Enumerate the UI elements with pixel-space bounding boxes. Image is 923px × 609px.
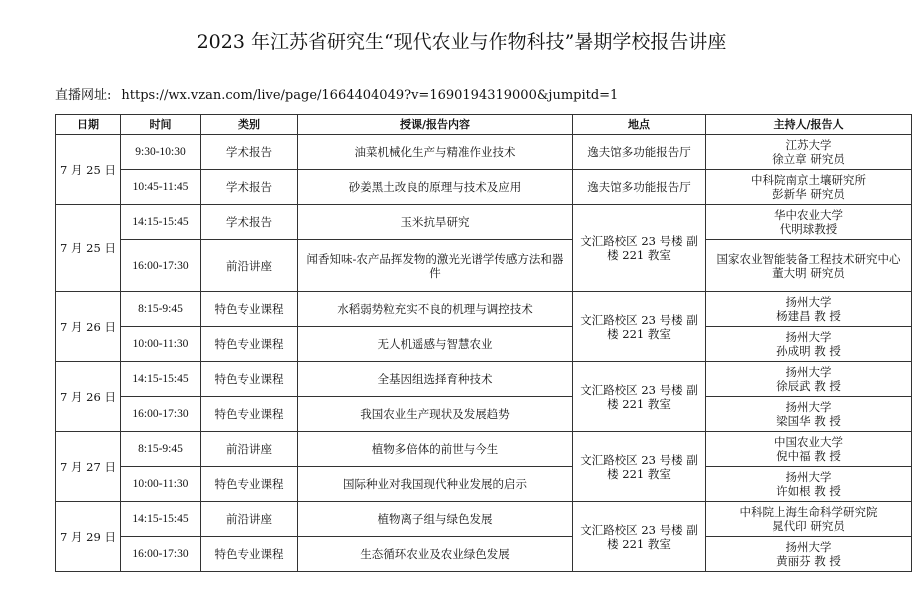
header-host: 主持人/报告人 xyxy=(706,115,912,135)
host-org: 国家农业智能装备工程技术研究中心 xyxy=(716,251,901,266)
host-org: 扬州大学 xyxy=(785,330,832,344)
cell-location: 文汇路校区 23 号楼 副楼 221 教室 xyxy=(573,205,706,292)
host-person: 徐立章 研究员 xyxy=(772,152,845,166)
table-row xyxy=(56,537,912,572)
table-row xyxy=(56,135,912,170)
cell-category: 前沿讲座 xyxy=(201,432,298,467)
cell-host xyxy=(706,205,912,240)
cell-host xyxy=(706,362,912,397)
cell-time: 16:00-17:30 xyxy=(121,240,201,292)
cell-date: 7 月 26 日 xyxy=(56,292,121,362)
host-person: 杨建昌 教 授 xyxy=(776,309,841,323)
cell-date: 7 月 26 日 xyxy=(56,362,121,432)
table-header-row xyxy=(56,115,912,135)
host-org: 中科院南京土壤研究所 xyxy=(751,173,866,187)
host-person: 晁代印 研究员 xyxy=(772,519,845,533)
table-row xyxy=(56,292,912,327)
cell-location: 文汇路校区 23 号楼 副楼 221 教室 xyxy=(573,502,706,572)
host-org: 华中农业大学 xyxy=(774,208,843,222)
cell-category: 特色专业课程 xyxy=(201,537,298,572)
host-org: 中国农业大学 xyxy=(774,435,843,449)
table-row xyxy=(56,170,912,205)
host-org: 扬州大学 xyxy=(785,400,832,414)
cell-category: 前沿讲座 xyxy=(201,240,298,292)
cell-location: 逸夫馆多功能报告厅 xyxy=(573,170,706,205)
cell-date: 7 月 25 日 xyxy=(56,135,121,205)
cell-host xyxy=(706,537,912,572)
host-org: 扬州大学 xyxy=(785,470,832,484)
cell-category: 前沿讲座 xyxy=(201,502,298,537)
host-person: 梁国华 教 授 xyxy=(776,414,841,428)
header-category: 类别 xyxy=(201,115,298,135)
cell-time: 10:00-11:30 xyxy=(121,467,201,502)
host-person: 代明球教授 xyxy=(779,222,838,236)
cell-category: 特色专业课程 xyxy=(201,467,298,502)
cell-location: 逸夫馆多功能报告厅 xyxy=(573,135,706,170)
cell-host xyxy=(706,467,912,502)
cell-location: 文汇路校区 23 号楼 副楼 221 教室 xyxy=(573,432,706,502)
live-stream-line xyxy=(55,86,618,106)
cell-content: 全基因组选择育种技术 xyxy=(298,362,573,397)
cell-category: 特色专业课程 xyxy=(201,397,298,432)
host-org: 中科院上海生命科学研究院 xyxy=(739,505,878,519)
cell-time: 14:15-15:45 xyxy=(121,362,201,397)
host-org: 扬州大学 xyxy=(785,365,832,379)
live-label: 直播网址: xyxy=(55,88,112,103)
cell-time: 10:45-11:45 xyxy=(121,170,201,205)
cell-host xyxy=(706,240,912,292)
cell-category: 特色专业课程 xyxy=(201,327,298,362)
cell-host xyxy=(706,135,912,170)
cell-time: 8:15-9:45 xyxy=(121,432,201,467)
cell-content: 生态循环农业及农业绿色发展 xyxy=(298,537,573,572)
cell-content: 无人机遥感与智慧农业 xyxy=(298,327,573,362)
cell-time: 14:15-15:45 xyxy=(121,502,201,537)
host-person: 孙成明 教 授 xyxy=(776,344,841,358)
table-row xyxy=(56,362,912,397)
cell-content: 国际种业对我国现代种业发展的启示 xyxy=(298,467,573,502)
cell-content: 油菜机械化生产与精准作业技术 xyxy=(298,135,573,170)
host-person: 徐辰武 教 授 xyxy=(776,379,841,393)
cell-time: 16:00-17:30 xyxy=(121,537,201,572)
cell-host xyxy=(706,292,912,327)
header-content: 授课/报告内容 xyxy=(298,115,573,135)
cell-location: 文汇路校区 23 号楼 副楼 221 教室 xyxy=(573,362,706,432)
cell-date: 7 月 25 日 xyxy=(56,205,121,292)
table-row xyxy=(56,467,912,502)
cell-host xyxy=(706,170,912,205)
cell-host xyxy=(706,327,912,362)
cell-category: 特色专业课程 xyxy=(201,292,298,327)
cell-host xyxy=(706,432,912,467)
schedule-table xyxy=(55,114,912,572)
cell-category: 学术报告 xyxy=(201,135,298,170)
cell-time: 16:00-17:30 xyxy=(121,397,201,432)
host-org: 扬州大学 xyxy=(785,295,832,309)
table-row xyxy=(56,502,912,537)
cell-time: 10:00-11:30 xyxy=(121,327,201,362)
page-title: 2023 年江苏省研究生“现代农业与作物科技”暑期学校报告讲座 xyxy=(196,31,727,53)
cell-host xyxy=(706,397,912,432)
cell-time: 14:15-15:45 xyxy=(121,205,201,240)
cell-category: 特色专业课程 xyxy=(201,362,298,397)
cell-category: 学术报告 xyxy=(201,205,298,240)
cell-date: 7 月 29 日 xyxy=(56,502,121,572)
cell-time: 9:30-10:30 xyxy=(121,135,201,170)
cell-content: 水稻弱势粒充实不良的机理与调控技术 xyxy=(298,292,573,327)
table-row xyxy=(56,397,912,432)
host-org: 扬州大学 xyxy=(785,540,832,554)
table-row xyxy=(56,432,912,467)
cell-time: 8:15-9:45 xyxy=(121,292,201,327)
host-person: 彭新华 研究员 xyxy=(772,187,845,201)
cell-content: 闻香知味-农产品挥发物的激光光谱学传感方法和器件 xyxy=(298,240,573,292)
cell-location: 文汇路校区 23 号楼 副楼 221 教室 xyxy=(573,292,706,362)
cell-date: 7 月 27 日 xyxy=(56,432,121,502)
cell-content: 植物多倍体的前世与今生 xyxy=(298,432,573,467)
table-row xyxy=(56,327,912,362)
header-location: 地点 xyxy=(573,115,706,135)
cell-content: 我国农业生产现状及发展趋势 xyxy=(298,397,573,432)
cell-host xyxy=(706,502,912,537)
host-person: 董大明 研究员 xyxy=(772,265,845,280)
host-person: 倪中福 教 授 xyxy=(776,449,841,463)
host-person: 许如根 教 授 xyxy=(776,484,841,498)
cell-category: 学术报告 xyxy=(201,170,298,205)
cell-content: 玉米抗旱研究 xyxy=(298,205,573,240)
live-url-link[interactable]: https://wx.vzan.com/live/page/1664404049?v=1690194319000&jumpitd=1 xyxy=(121,88,619,103)
host-org: 江苏大学 xyxy=(785,138,832,152)
table-row xyxy=(56,240,912,292)
header-time: 时间 xyxy=(121,115,201,135)
cell-content: 植物离子组与绿色发展 xyxy=(298,502,573,537)
host-person: 黄丽芬 教 授 xyxy=(776,554,841,568)
cell-content: 砂姜黑土改良的原理与技术及应用 xyxy=(298,170,573,205)
table-row xyxy=(56,205,912,240)
header-date: 日期 xyxy=(56,115,121,135)
